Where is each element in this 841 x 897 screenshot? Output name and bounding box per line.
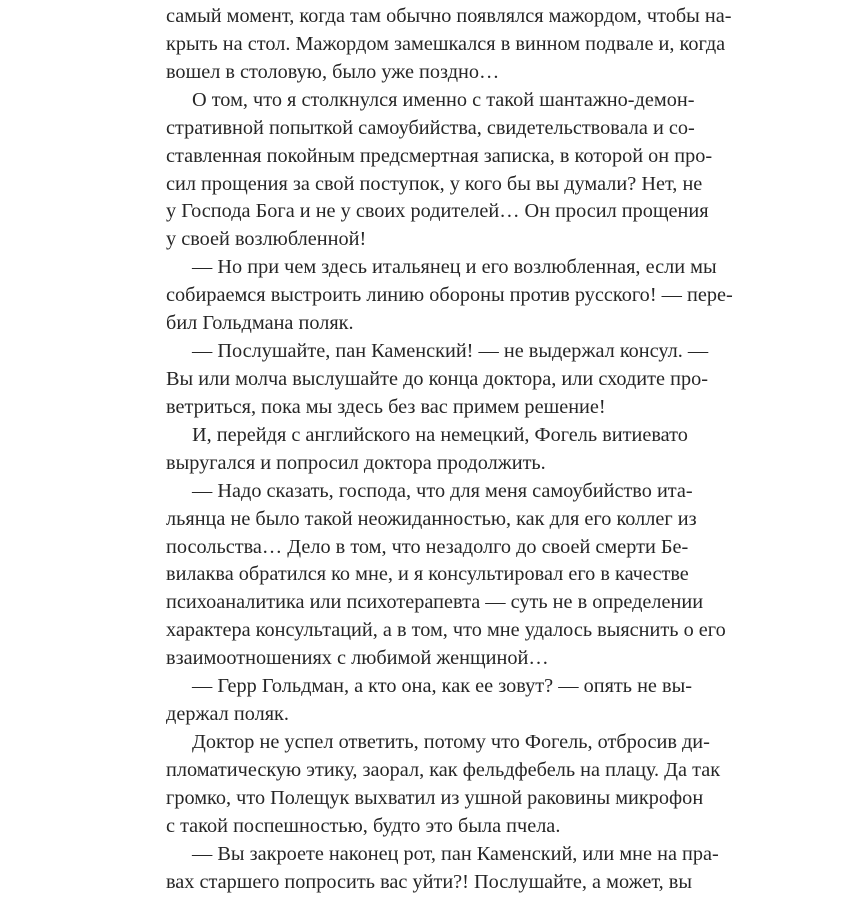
text-line: пломатическую этику, заорал, как фельдфебель на плацу. Да так [166, 758, 721, 781]
text-line: взаимоотношениях с любимой женщиной… [166, 647, 549, 670]
text-line: бил Гольдмана поляк. [166, 312, 354, 335]
text-line: — Надо сказать, господа, что для меня самоубийство ита- [192, 479, 693, 502]
text-line: у своей возлюбленной! [166, 228, 367, 251]
text-line: у Господа Бога и не у своих родителей… Он просил прощения [166, 200, 709, 223]
text-line: — Послушайте, пан Каменский! — не выдержал консул. — [192, 340, 709, 363]
text-line: О том, что я столкнулся именно с такой шантажно-демон- [192, 88, 695, 111]
text-line: — Вы закроете наконец рот, пан Каменский, или мне на пра- [192, 842, 719, 865]
text-line: собираемся выстроить линию обороны против русского! — пере- [166, 284, 733, 307]
text-line: держал поляк. [166, 703, 289, 726]
text-line: Доктор не успел ответить, потому что Фогель, отбросив ди- [192, 730, 710, 753]
text-line: вах старшего попросить вас уйти?! Послушайте, а может, вы [166, 870, 693, 893]
text-line: льянца не было такой неожиданностью, как для его коллег из [166, 507, 697, 530]
text-line: — Герр Гольдман, а кто она, как ее зовут? — опять не вы- [192, 675, 692, 698]
book-page-text [166, 3, 733, 897]
text-line: с такой поспешностью, будто это была пчела. [166, 814, 561, 837]
text-line: ветриться, пока мы здесь без вас примем решение! [166, 395, 606, 418]
text-line: — Но при чем здесь итальянец и его возлюбленная, если мы [192, 256, 717, 279]
text-line: сил прощения за свой поступок, у кого бы вы думали? Нет, не [166, 172, 703, 195]
text-line: громко, что Полещук выхватил из ушной раковины микрофон [166, 786, 704, 809]
text-line: психоаналитика или психотерапевта — суть не в определении [166, 591, 704, 614]
text-line: вошел в столовую, было уже поздно… [166, 60, 500, 83]
text-line: характера консультаций, а в том, что мне удалось выяснить о его [166, 619, 726, 642]
text-line: И, перейдя с английского на немецкий, Фогель витиевато [192, 423, 688, 446]
text-line: вилаква обратился ко мне, и я консультировал его в качестве [166, 563, 689, 586]
text-line: стративной попыткой самоубийства, свидетельствовала и со- [166, 116, 695, 139]
text-line: Вы или молча выслушайте до конца доктора, или сходите про- [166, 367, 708, 390]
text-line: самый момент, когда там обычно появлялся мажордом, чтобы на- [166, 5, 732, 27]
text-line: выругался и попросил доктора продолжить. [166, 451, 546, 474]
text-line: посольства… Дело в том, что незадолго до своей смерти Бе- [166, 535, 689, 558]
text-line: крыть на стол. Мажордом замешкался в винном подвале и, когда [166, 32, 726, 55]
text-line: ставленная покойным предсмертная записка, в которой он про- [166, 144, 713, 167]
